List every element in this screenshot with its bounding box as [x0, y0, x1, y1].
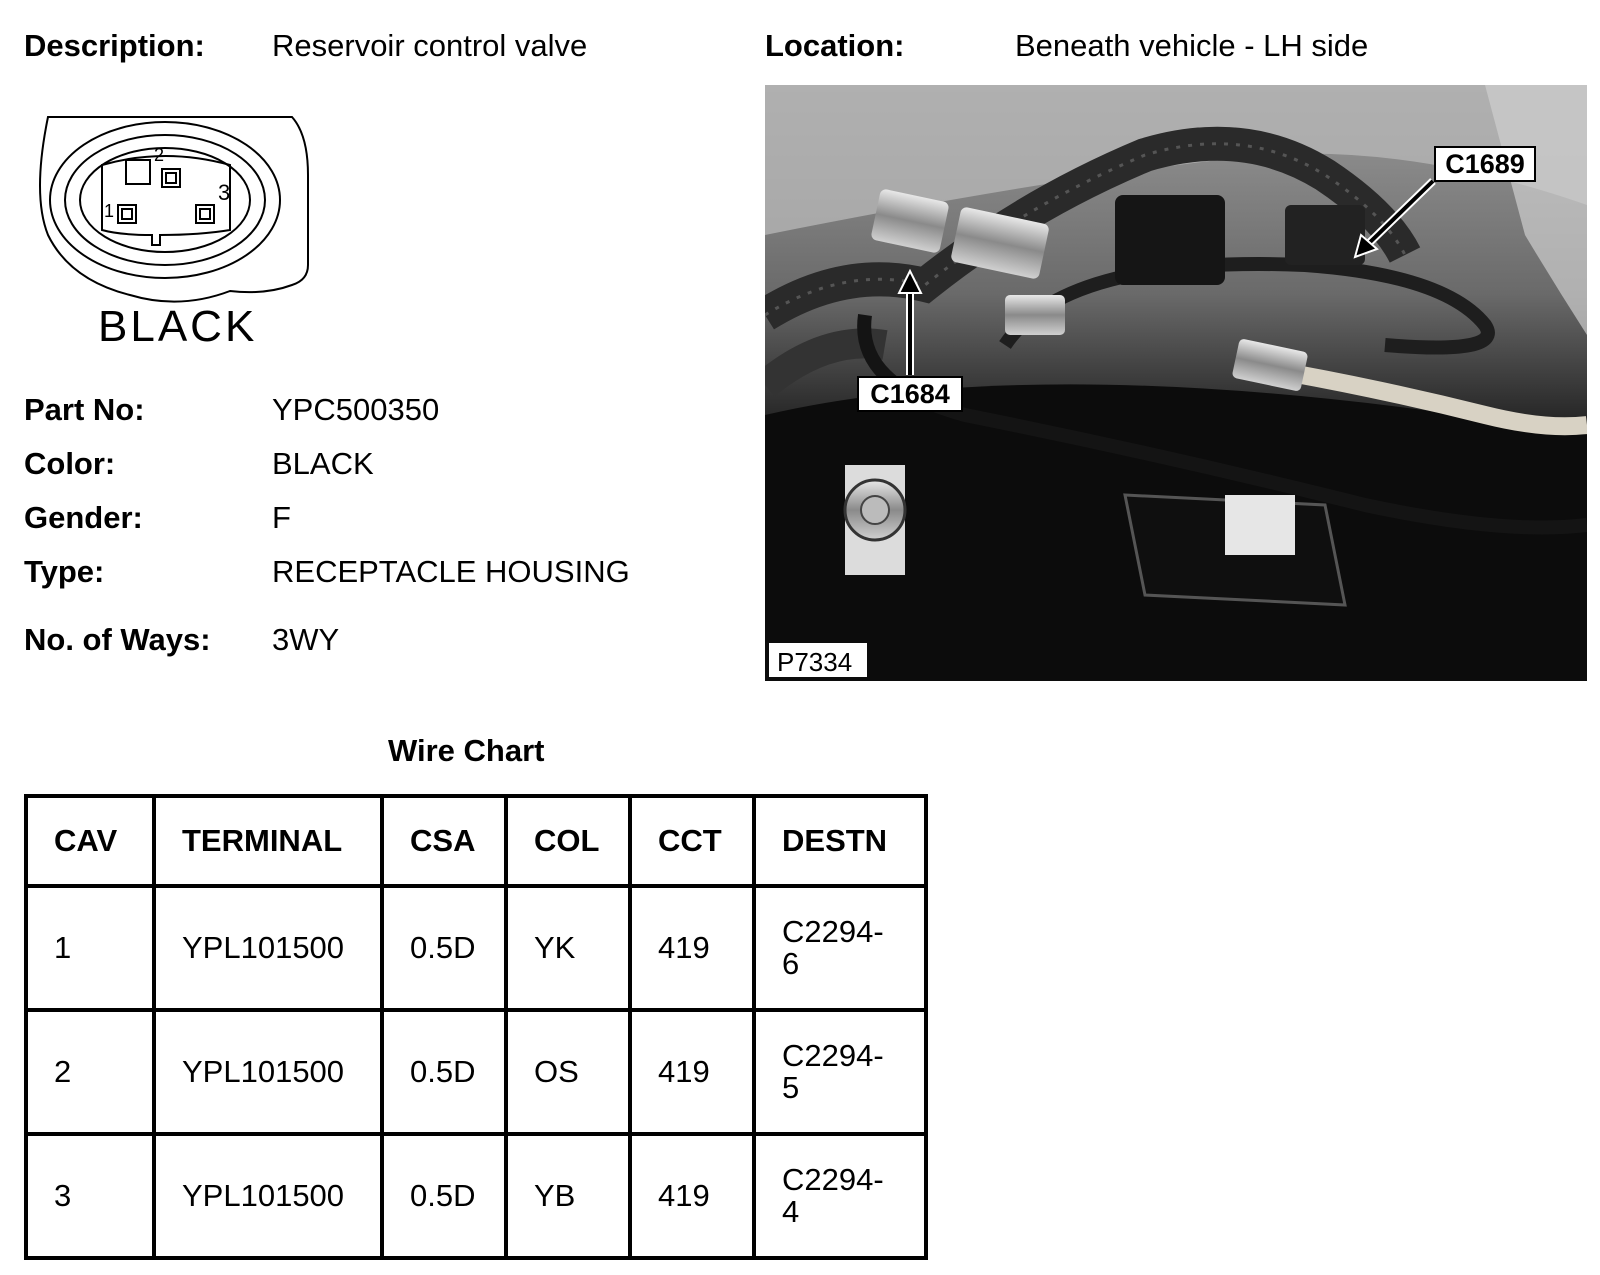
ways-value: 3WY [272, 622, 340, 657]
destn-cell: C2294- 6 [754, 886, 926, 1010]
gender-value: F [272, 500, 291, 535]
cct-cell: 419 [630, 1134, 754, 1258]
csa-cell: 0.5D [382, 1010, 506, 1134]
connector-face-diagram [30, 105, 320, 355]
header-col: COL [506, 796, 630, 886]
pin-3-number: 3 [218, 180, 231, 205]
gender-label: Gender: [24, 500, 143, 535]
callout-c1684-label: C1684 [870, 379, 950, 409]
location-value: Beneath vehicle - LH side [1015, 28, 1369, 63]
csa-cell: 0.5D [382, 1134, 506, 1258]
cav-cell: 2 [26, 1010, 154, 1134]
cct-cell: 419 [630, 1010, 754, 1134]
color-value: BLACK [272, 446, 374, 481]
callout-c1689-label: C1689 [1445, 149, 1525, 179]
type-value: RECEPTACLE HOUSING [272, 554, 630, 589]
header-destn: DESTN [754, 796, 926, 886]
connector-color-text: BLACK [98, 302, 258, 351]
cct-cell: 419 [630, 886, 754, 1010]
ways-label: No. of Ways: [24, 622, 211, 657]
pin-2-number: 2 [154, 145, 165, 165]
wire-chart-header-row [26, 796, 926, 886]
col-cell: OS [506, 1010, 630, 1134]
location-label: Location: [765, 28, 905, 63]
cav-cell: 1 [26, 886, 154, 1010]
part-no-label: Part No: [24, 392, 145, 427]
destn-cell: C2294- 5 [754, 1010, 926, 1134]
description-label: Description: [24, 28, 205, 63]
table-row [26, 1010, 926, 1134]
header-terminal: TERMINAL [154, 796, 382, 886]
location-photo [765, 85, 1587, 681]
terminal-cell: YPL101500 [154, 1134, 382, 1258]
photo-reference: P7334 [777, 647, 853, 677]
pin-1-number: 1 [104, 201, 115, 221]
terminal-cell: YPL101500 [154, 886, 382, 1010]
type-label: Type: [24, 554, 105, 589]
table-row [26, 1134, 926, 1258]
col-cell: YB [506, 1134, 630, 1258]
part-no-value: YPC500350 [272, 392, 440, 427]
wire-chart-table [24, 794, 928, 1260]
csa-cell: 0.5D [382, 886, 506, 1010]
col-cell: YK [506, 886, 630, 1010]
wire-chart-title: Wire Chart [388, 733, 545, 768]
table-row [26, 886, 926, 1010]
terminal-cell: YPL101500 [154, 1010, 382, 1134]
header-csa: CSA [382, 796, 506, 886]
cav-cell: 3 [26, 1134, 154, 1258]
header-cav: CAV [26, 796, 154, 886]
destn-cell: C2294- 4 [754, 1134, 926, 1258]
color-label: Color: [24, 446, 116, 481]
description-value: Reservoir control valve [272, 28, 588, 63]
header-cct: CCT [630, 796, 754, 886]
